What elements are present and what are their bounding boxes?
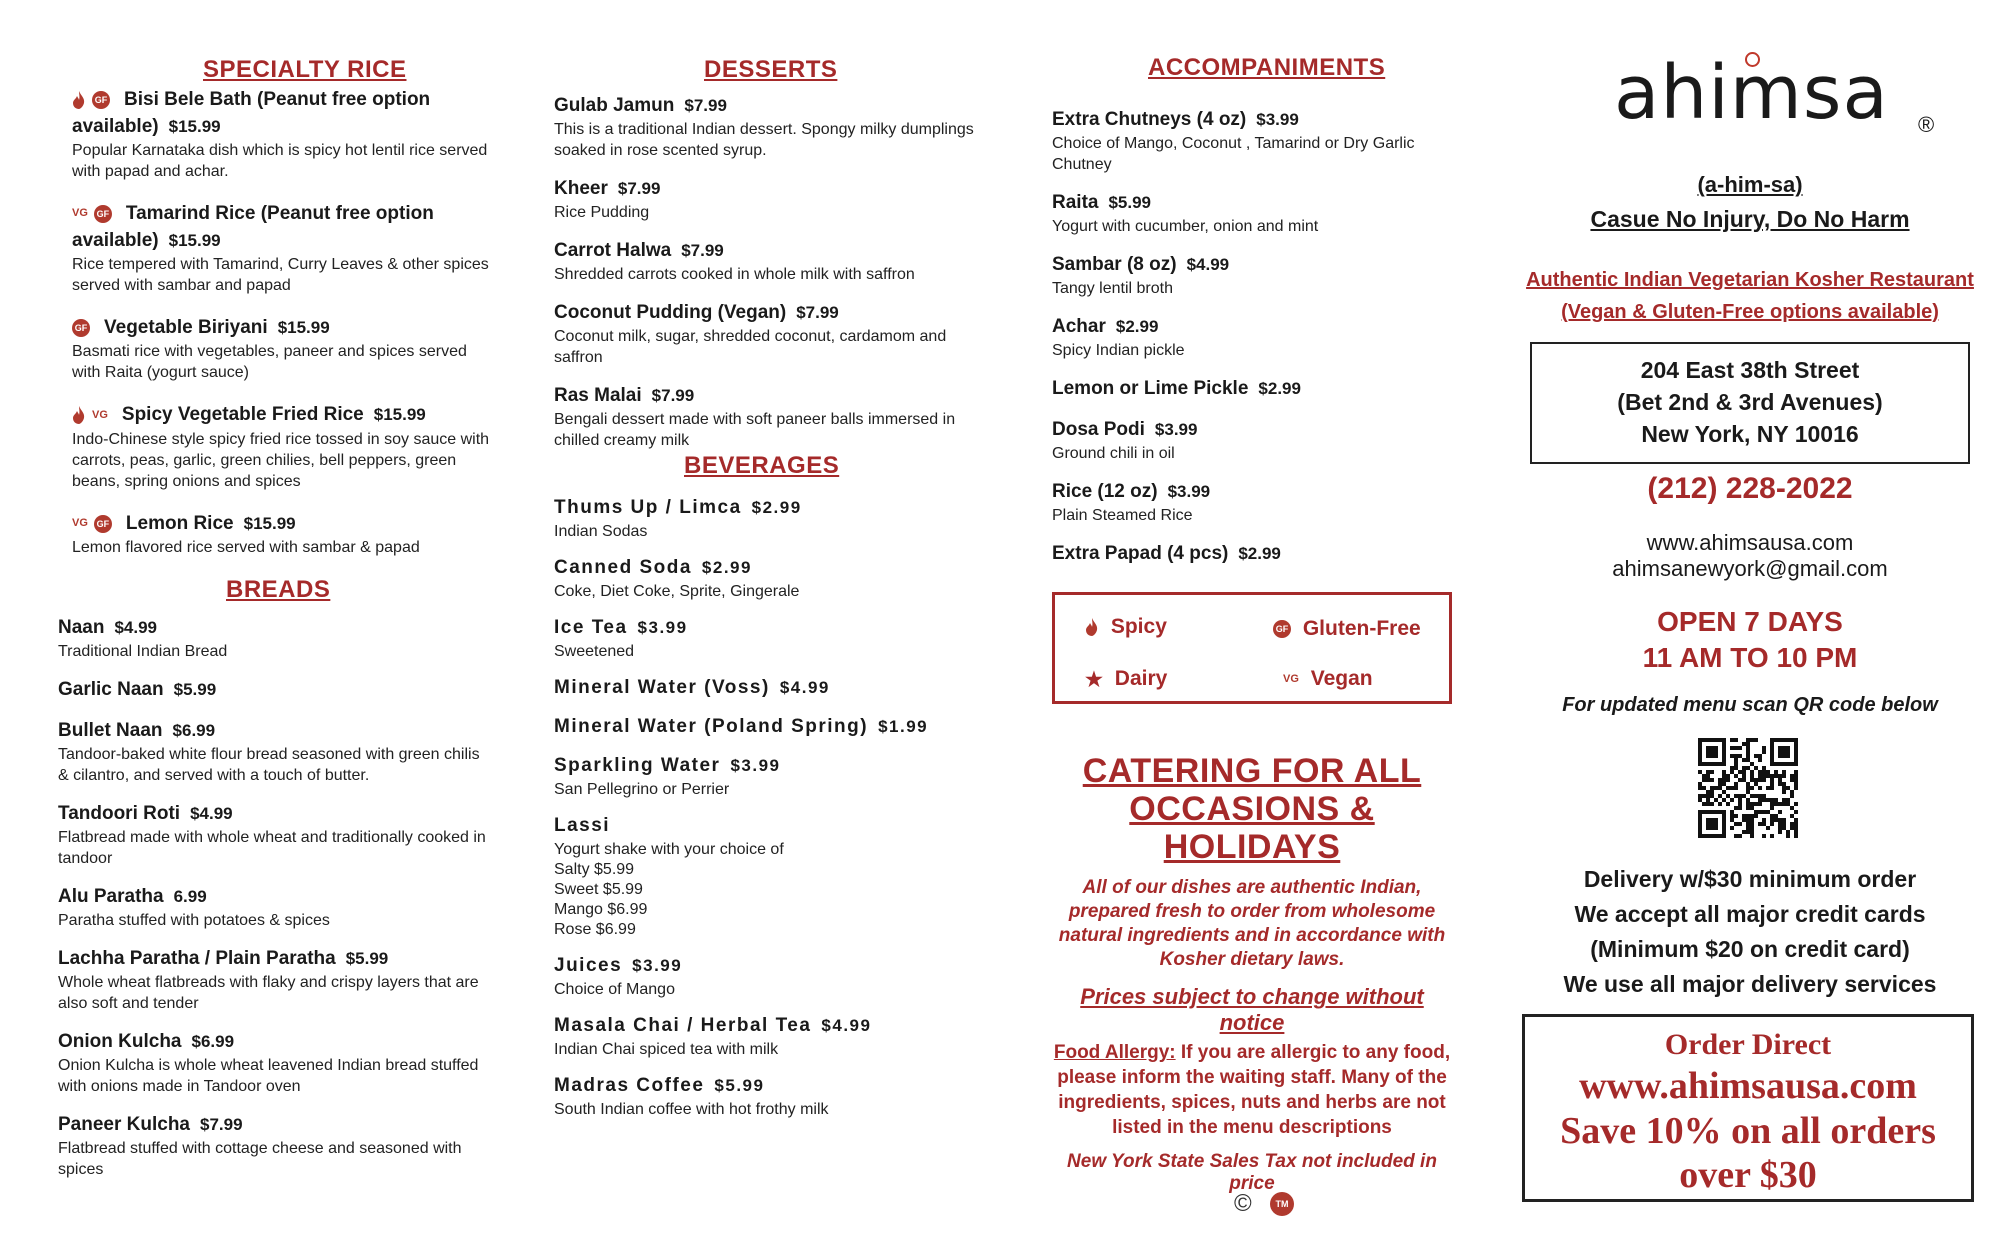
menu-item-description: Spicy Indian pickle xyxy=(1052,342,1185,359)
menu-item-name: Onion Kulcha xyxy=(58,1031,182,1052)
menu-item-price: $3.99 xyxy=(632,956,683,975)
menu-item-price: $3.99 xyxy=(730,756,781,775)
menu-item-description: San Pellegrino or Perrier xyxy=(554,781,730,798)
menu-item-description: Rice tempered with Tamarind, Curry Leaves & other spices served with sambar and papad xyxy=(72,256,489,295)
menu-item-name: Mineral Water (Voss) xyxy=(554,677,770,698)
section-title-accompaniments: ACCOMPANIMENTS xyxy=(1148,54,1386,81)
menu-item-description: Coke, Diet Coke, Sprite, Gingerale xyxy=(554,583,800,600)
menu-item-option: Sweet $5.99 xyxy=(554,881,643,898)
menu-item-price: $3.99 xyxy=(637,618,688,637)
menu-item-name-cont: available) xyxy=(72,116,159,137)
menu-item xyxy=(554,299,994,368)
menu-item xyxy=(554,812,994,940)
menu-item-header xyxy=(1052,540,1452,567)
legend-dairy: ★ Dairy xyxy=(1085,667,1168,691)
menu-item-header xyxy=(554,1012,994,1039)
menu-item xyxy=(554,952,994,1000)
menu-item xyxy=(1052,540,1452,567)
menu-item xyxy=(72,200,492,296)
catering-heading: CATERING FOR ALL OCCASIONS & HOLIDAYS xyxy=(1082,752,1422,866)
menu-item-name: Dosa Podi xyxy=(1052,419,1145,440)
menu-item-header xyxy=(554,674,994,701)
menu-item-price: $3.99 xyxy=(1167,482,1211,501)
menu-item-name: Carrot Halwa xyxy=(554,240,672,261)
menu-item-header xyxy=(554,237,994,264)
order-direct-box[interactable]: Order Direct www.ahimsausa.com Save 10% on all orders over $30 xyxy=(1522,1014,1974,1202)
menu-item-price: $4.99 xyxy=(821,1016,872,1035)
menu-item-name: Lemon Rice xyxy=(125,512,234,534)
menu-item-description: Bengali dessert made with soft paneer balls immersed in chilled creamy milk xyxy=(554,411,956,449)
menu-item-name: Coconut Pudding (Vegan) xyxy=(554,302,787,323)
menu-item-header xyxy=(58,883,488,910)
menu-item-price: $15.99 xyxy=(243,513,296,533)
menu-item-name: Sambar (8 oz) xyxy=(1052,254,1177,275)
gluten-free-icon: GF xyxy=(92,91,110,109)
tagline: Authentic Indian Vegetarian Kosher Restaurant (Vegan & Gluten-Free options available) xyxy=(1526,269,1974,323)
menu-item-price: $5.99 xyxy=(714,1076,765,1095)
menu-item-header xyxy=(554,554,994,581)
menu-item-description: Choice of Mango xyxy=(554,981,675,998)
menu-item-description: Paratha stuffed with potatoes & spices xyxy=(58,912,330,929)
menu-item-price: $4.99 xyxy=(779,678,830,697)
menu-item-description: Tangy lentil broth xyxy=(1052,280,1173,297)
trademark-icon: TM xyxy=(1270,1192,1294,1216)
menu-item xyxy=(72,510,492,558)
menu-item-name: Garlic Naan xyxy=(58,679,164,700)
beverages-list xyxy=(554,494,994,1132)
menu-item-name: Tamarind Rice (Peanut free option xyxy=(125,203,434,224)
menu-item-description: Popular Karnataka dish which is spicy hot lentil rice served with papad and achar. xyxy=(72,142,488,180)
desserts-list xyxy=(554,92,994,465)
menu-item-header xyxy=(72,200,492,227)
menu-item-description: Ground chili in oil xyxy=(1052,445,1175,462)
delivery-info: Delivery w/$30 minimum order We accept all major credit cards (Minimum $20 on credit card) We use all major delivery services xyxy=(1563,866,1937,997)
menu-item-name: Spicy Vegetable Fried Rice xyxy=(121,404,364,426)
menu-item-header xyxy=(554,175,994,202)
menu-item-price: $2.99 xyxy=(1238,544,1281,563)
menu-item xyxy=(58,800,488,869)
menu-item xyxy=(58,945,488,1014)
menu-item-price: $15.99 xyxy=(168,231,221,251)
menu-item xyxy=(1052,478,1452,526)
menu-item-header xyxy=(72,510,492,537)
menu-item-price: 6.99 xyxy=(173,887,207,906)
menu-item-price: $2.99 xyxy=(1115,317,1159,336)
menu-item-description: Flatbread made with whole wheat and traditionally cooked in tandoor xyxy=(58,829,486,867)
menu-item-name: Sparkling Water xyxy=(554,755,721,776)
legend-spicy: Spicy xyxy=(1085,615,1167,639)
registered-mark: ® xyxy=(1918,112,1935,137)
menu-item xyxy=(554,382,994,451)
food-allergy-note: Food Allergy: If you are allergic to any food, please inform the waiting staff. Many of the ingredients, spices, nuts and herbs are not listed in the menu descriptions xyxy=(1053,1042,1451,1138)
section-title-specialty-rice: SPECIALTY RICE xyxy=(203,56,407,83)
menu-item-header xyxy=(1052,416,1452,443)
qr-note: For updated menu scan QR code below xyxy=(1562,694,1938,716)
menu-item-price: $7.99 xyxy=(651,386,695,405)
menu-item-name: Raita xyxy=(1052,192,1099,213)
menu-item-header xyxy=(554,1072,994,1099)
menu-item-name: Gulab Jamun xyxy=(554,95,675,116)
menu-item xyxy=(554,237,994,285)
opening-hours: OPEN 7 DAYS 11 AM TO 10 PM xyxy=(1642,606,1858,673)
menu-item-name: Bullet Naan xyxy=(58,720,163,741)
menu-item-header xyxy=(1052,251,1452,278)
menu-item-header xyxy=(1052,375,1452,402)
menu-item-name: Alu Paratha xyxy=(58,886,164,907)
menu-item-description: Shredded carrots cooked in whole milk with saffron xyxy=(554,266,915,283)
menu-item-header xyxy=(72,314,492,341)
menu-item xyxy=(1052,416,1452,464)
menu-item-header xyxy=(1052,189,1452,216)
menu-item-header xyxy=(554,382,994,409)
menu-item-header xyxy=(72,86,492,113)
menu-item-name: Thums Up / Limca xyxy=(554,497,742,518)
vegan-icon: VG xyxy=(72,207,88,220)
brand-meaning: Casue No Injury, Do No Harm xyxy=(1590,206,1910,232)
menu-item-price: $7.99 xyxy=(684,96,727,115)
menu-item-name: Bisi Bele Bath (Peanut free option xyxy=(124,89,431,110)
menu-item xyxy=(58,1028,488,1097)
menu-item-description: Indo-Chinese style spicy fried rice tossed in soy sauce with carrots, peas, garlic, green chilies, bell peppers, green beans, spring onions and spices xyxy=(72,430,490,490)
menu-item-price: $7.99 xyxy=(681,241,724,260)
menu-item-header xyxy=(554,713,994,740)
tax-note: New York State Sales Tax not included in price xyxy=(1067,1151,1437,1194)
menu-item xyxy=(1052,106,1452,175)
menu-item xyxy=(72,401,492,491)
menu-item-header xyxy=(58,676,488,703)
qr-code[interactable] xyxy=(1698,738,1798,838)
menu-item xyxy=(1052,189,1452,237)
menu-item-price: $2.99 xyxy=(1258,379,1301,398)
menu-item-header xyxy=(58,945,488,972)
menu-item xyxy=(554,1072,994,1120)
menu-item-header xyxy=(554,812,994,839)
menu-item-description: Sweetened xyxy=(554,643,635,660)
menu-item xyxy=(58,717,488,786)
section-title-desserts: DESSERTS xyxy=(704,56,838,83)
menu-item-option: Salty $5.99 xyxy=(554,861,635,878)
menu-item-header xyxy=(554,299,994,326)
menu-item-price: $3.99 xyxy=(1154,420,1198,439)
menu-item-price: $15.99 xyxy=(373,405,426,425)
vegan-icon: VG xyxy=(1283,673,1299,686)
vegan-icon: VG xyxy=(72,517,88,530)
menu-item-price: $6.99 xyxy=(191,1032,235,1051)
menu-item-name: Ice Tea xyxy=(554,617,628,638)
menu-item xyxy=(554,554,994,602)
star-icon: ★ xyxy=(1085,669,1103,691)
menu-item-description: Traditional Indian Bread xyxy=(58,643,228,660)
menu-item-option: Mango $6.99 xyxy=(554,901,648,918)
menu-item-name: Tandoori Roti xyxy=(58,803,181,824)
menu-item-name: Canned Soda xyxy=(554,557,692,578)
menu-item-description: Coconut milk, sugar, shredded coconut, cardamom and saffron xyxy=(554,328,947,366)
menu-item-name: Rice (12 oz) xyxy=(1052,481,1158,502)
catering-description: All of our dishes are authentic Indian, prepared fresh to order from wholesome natural ingredients and in accordance with Kosher dietary laws. xyxy=(1058,877,1446,970)
menu-item-header xyxy=(1052,478,1452,505)
gluten-free-icon: GF xyxy=(72,319,90,337)
menu-item-header xyxy=(1052,313,1452,340)
menu-item xyxy=(1052,375,1452,402)
menu-item xyxy=(58,614,488,662)
menu-item-name: Achar xyxy=(1052,316,1106,337)
menu-item-name: Juices xyxy=(554,955,623,976)
menu-item-header-cont xyxy=(72,113,492,140)
menu-item-name: Ras Malai xyxy=(554,385,642,406)
menu-item-price: $15.99 xyxy=(168,117,221,136)
address-box: 204 East 38th Street (Bet 2nd & 3rd Avenues) New York, NY 10016 xyxy=(1530,342,1970,464)
flame-icon xyxy=(72,406,86,424)
menu-item-header xyxy=(554,752,994,779)
menu-item xyxy=(1052,313,1452,361)
legend-gluten-free: GF Gluten-Free xyxy=(1273,617,1421,641)
section-title-breads: BREADS xyxy=(226,576,331,603)
menu-item-description: Lemon flavored rice served with sambar & papad xyxy=(72,539,420,557)
prices-note: Prices subject to change without notice xyxy=(1080,984,1424,1035)
menu-item-name: Lassi xyxy=(554,815,611,836)
vegan-icon: VG xyxy=(92,408,108,421)
menu-item-header-cont xyxy=(72,227,492,254)
menu-item xyxy=(554,175,994,223)
menu-item-option: Rose $6.99 xyxy=(554,921,636,938)
menu-item-header xyxy=(58,614,488,641)
menu-item-description: Rice Pudding xyxy=(554,204,650,221)
phone-number[interactable]: (212) 228-2022 xyxy=(1647,472,1853,505)
menu-item-description: Choice of Mango, Coconut , Tamarind or Dry Garlic Chutney xyxy=(1052,135,1415,173)
menu-item-price: $5.99 xyxy=(1108,193,1152,212)
menu-item-price: $7.99 xyxy=(617,179,661,198)
menu-item-name: Extra Papad (4 pcs) xyxy=(1052,543,1229,564)
menu-item xyxy=(58,883,488,931)
menu-item xyxy=(554,92,994,161)
menu-item xyxy=(554,674,994,701)
menu-item xyxy=(554,614,994,662)
menu-item-name: Naan xyxy=(58,617,105,638)
logo-dot xyxy=(1745,52,1760,67)
menu-item xyxy=(554,752,994,800)
menu-item-price: $6.99 xyxy=(172,721,216,740)
menu-item-name: Paneer Kulcha xyxy=(58,1114,190,1135)
menu-item-price: $15.99 xyxy=(277,318,330,338)
accompaniments-list xyxy=(1052,106,1452,581)
menu-item xyxy=(554,1012,994,1060)
menu-item-description: Onion Kulcha is whole wheat leavened Indian bread stuffed with onions made in Tandoor oven xyxy=(58,1057,479,1095)
gluten-free-icon: GF xyxy=(1273,620,1291,638)
menu-item-header xyxy=(554,92,994,119)
menu-item-header xyxy=(58,1028,488,1055)
copyright-mark: © xyxy=(1234,1190,1252,1217)
pronunciation: (a-him-sa) xyxy=(1697,172,1803,197)
menu-item-description: This is a traditional Indian dessert. Spongy milky dumplings soaked in rose scented syrup. xyxy=(554,121,974,159)
menu-item-description: Yogurt with cucumber, onion and mint xyxy=(1052,218,1319,235)
dietary-legend xyxy=(1052,592,1452,704)
menu-item-name-cont: available) xyxy=(72,230,159,252)
menu-item-price: $5.99 xyxy=(345,949,389,968)
menu-item-price: $4.99 xyxy=(190,804,233,823)
section-title-beverages: BEVERAGES xyxy=(684,452,840,479)
menu-item-price: $3.99 xyxy=(1256,110,1299,129)
gluten-free-icon: GF xyxy=(94,515,112,533)
menu-item-name: Mineral Water (Poland Spring) xyxy=(554,716,869,737)
menu-item xyxy=(58,1111,488,1180)
menu-item xyxy=(554,494,994,542)
menu-item-description: South Indian coffee with hot frothy milk xyxy=(554,1101,829,1118)
website-link[interactable]: www.ahimsausa.com xyxy=(1646,530,1854,555)
menu-item-price: $1.99 xyxy=(878,717,929,736)
menu-item-description: Tandoor-baked white flour bread seasoned with green chilis & cilantro, and served with a touch of butter. xyxy=(58,746,480,784)
menu-item-header xyxy=(1052,106,1452,133)
menu-item-price: $4.99 xyxy=(114,618,158,637)
menu-item-price: $7.99 xyxy=(200,1115,243,1134)
menu-item-description: Indian Chai spiced tea with milk xyxy=(554,1041,779,1058)
menu-item xyxy=(72,86,492,182)
menu-item-header xyxy=(58,1111,488,1138)
menu-item-name: Madras Coffee xyxy=(554,1075,705,1096)
menu-item-name: Vegetable Biriyani xyxy=(104,317,268,339)
menu-item xyxy=(1052,251,1452,299)
menu-item-description: Whole wheat flatbreads with flaky and crispy layers that are also soft and tender xyxy=(58,974,479,1012)
logo: ahimsa xyxy=(1614,50,1889,136)
specialty-rice-list xyxy=(72,86,492,576)
flame-icon xyxy=(1085,618,1099,636)
menu-item-description: Plain Steamed Rice xyxy=(1052,507,1193,524)
menu-item xyxy=(58,676,488,703)
gluten-free-icon: GF xyxy=(94,205,112,223)
legend-vegan: VG Vegan xyxy=(1283,667,1373,690)
menu-item-name: Extra Chutneys (4 oz) xyxy=(1052,109,1247,130)
menu-item-description: Basmati rice with vegetables, paneer and spices served with Raita (yogurt sauce) xyxy=(72,343,467,382)
menu-item-price: $5.99 xyxy=(173,680,217,699)
menu-item-name: Kheer xyxy=(554,178,608,199)
menu-item-name: Lemon or Lime Pickle xyxy=(1052,378,1249,399)
menu-item-header xyxy=(72,401,492,428)
menu-item-description: Yogurt shake with your choice of xyxy=(554,841,784,858)
menu-item-description: Flatbread stuffed with cottage cheese and seasoned with spices xyxy=(58,1140,462,1178)
menu-item-header xyxy=(58,800,488,827)
flame-icon xyxy=(72,91,86,109)
menu-item-header xyxy=(554,494,994,521)
menu-item-name: Masala Chai / Herbal Tea xyxy=(554,1015,812,1036)
breads-list xyxy=(58,614,488,1194)
menu-item-price: $7.99 xyxy=(796,303,839,322)
menu-item-price: $2.99 xyxy=(701,558,752,577)
menu-item-header xyxy=(554,952,994,979)
menu-item-name: Lachha Paratha / Plain Paratha xyxy=(58,948,336,969)
menu-item-price: $2.99 xyxy=(751,498,802,517)
menu-item-header xyxy=(554,614,994,641)
menu-item-header xyxy=(58,717,488,744)
menu-item-description: Indian Sodas xyxy=(554,523,648,540)
email-link[interactable]: ahimsanewyork@gmail.com xyxy=(1612,556,1888,581)
menu-item xyxy=(554,713,994,740)
menu-item-price: $4.99 xyxy=(1186,255,1230,274)
menu-item xyxy=(72,314,492,383)
